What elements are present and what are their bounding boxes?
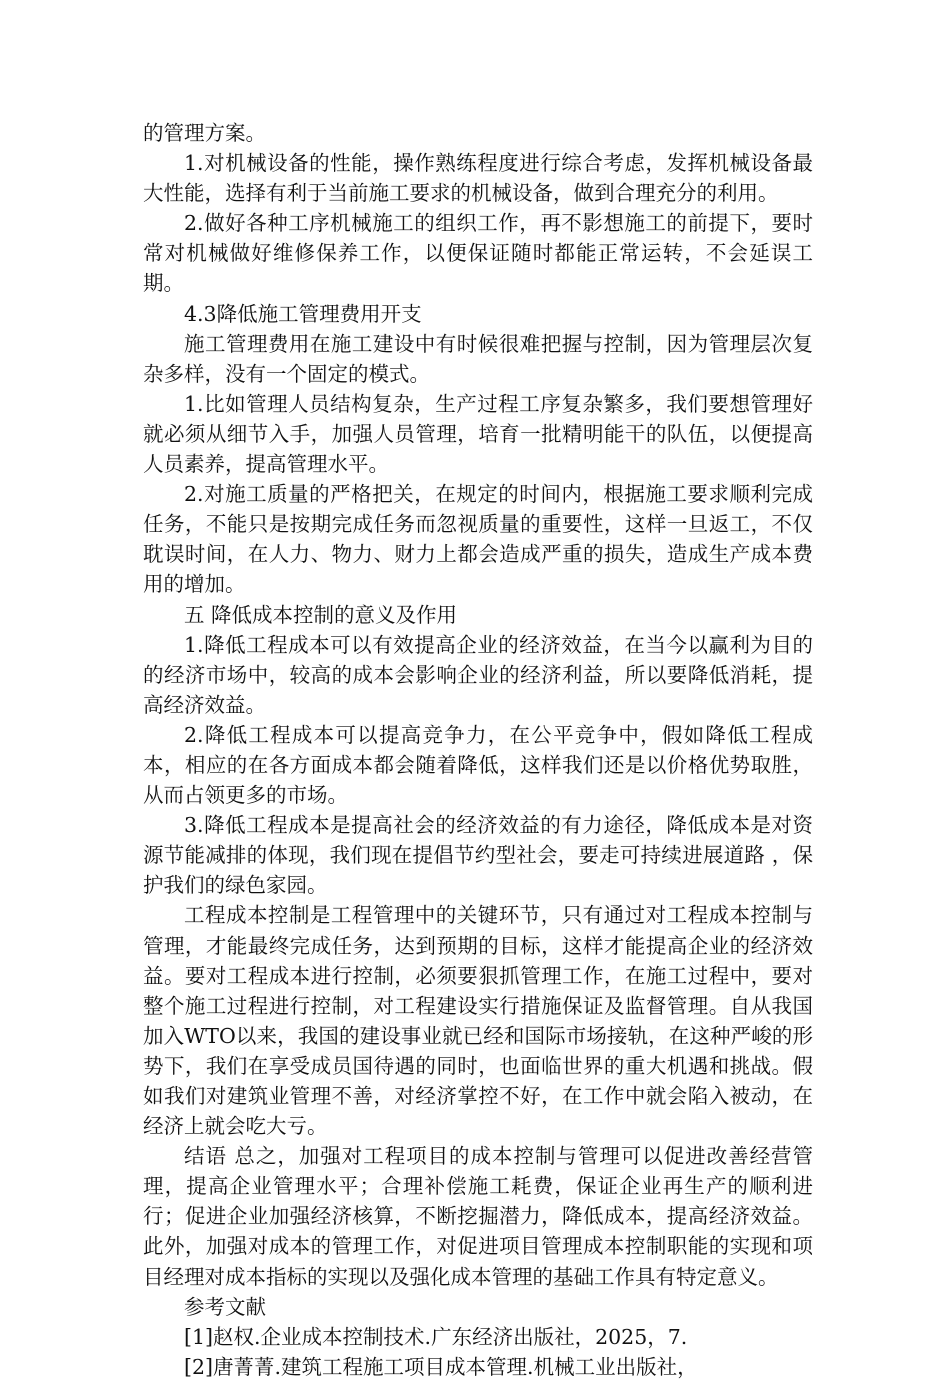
document-page bbox=[143, 118, 813, 1382]
paragraph-benefit-2: 2.降低工程成本可以提高竞争力，在公平竞争中，假如降低工程成本，相应的在各方面成本都会随着降低，这样我们还是以价格优势取胜，从而占领更多的市场。 bbox=[143, 722, 813, 808]
paragraph-continuation: 的管理方案。 bbox=[143, 121, 266, 145]
paragraph-benefit-1: 1.降低工程成本可以有效提高企业的经济效益，在当今以赢利为目的的经济市场中，较高的成本会影响企业的经济利益，所以要降低消耗，提高经济效益。 bbox=[143, 632, 813, 717]
section-heading-4-3: 4.3降低施工管理费用开支 bbox=[184, 301, 422, 326]
paragraph-machine-maintenance: 2.做好各种工序机械施工的组织工作，再不影想施工的前提下，要时常对机械做好维修保养工作，以便保证随时都能正常运转，不会延误工期。 bbox=[143, 211, 813, 296]
reference-item: [2]唐菁菁.建筑工程施工项目成本管理.机械工业出版社， bbox=[184, 1354, 698, 1379]
paragraph-conclusion: 结语 总之，加强对工程项目的成本控制与管理可以促进改善经营管理，提高企业管理水平；合理补偿施工耗费，保证企业再生产的顺利进行；促进企业加强经济核算，不断挖掘潜力，降低成本，提高经济效益。此外，加强对成本的管理工作，对促进项目管理成本控制职能的实现和项目经理对成本指标的实现以及强化成本管理的基础工作具有特定意义。 bbox=[143, 1144, 813, 1289]
paragraph-cost-control: 工程成本控制是工程管理中的关键环节，只有通过对工程成本控制与管理，才能最终完成任务，达到预期的目标，这样才能提高企业的经济效益。要对工程成本进行控制，必须要狠抓管理工作，在施工过程中，要对整个施工过程进行控制，对工程建设实行措施保证及监督管理。自从我国加入WTO以来，我国的建设事业就已经和国际市场接轨，在这种严峻的形势下，我们在享受成员国待遇的同时，也面临世界的重大机遇和挑战。假如我们对建筑业管理不善，对经济掌控不好，在工作中就会陷入被动，在经济上就会吃大亏。 bbox=[143, 903, 813, 1139]
paragraph-benefit-3: 3.降低工程成本是提高社会的经济效益的有力途径，降低成本是对资源节能减排的体现，我们现在提倡节约型社会，要走可持续进展道路 ，保护我们的绿色家园。 bbox=[143, 813, 813, 898]
reference-item: [1]赵权.企业成本控制技术.广东经济出版社，2025，7. bbox=[184, 1324, 688, 1349]
paragraph-personnel: 1.比如管理人员结构复杂，生产过程工序复杂繁多，我们要想管理好就必须从细节入手，加强人员管理，培育一批精明能干的队伍，以便提高人员素养，提高管理水平。 bbox=[143, 391, 813, 477]
references-heading: 参考文献 bbox=[184, 1294, 266, 1319]
section-heading-5: 五 降低成本控制的意义及作用 bbox=[184, 602, 458, 627]
paragraph-machine-performance: 1.对机械设备的性能，操作熟练程度进行综合考虑，发挥机械设备最大性能，选择有利于当前施工要求的机械设备，做到合理充分的利用。 bbox=[143, 151, 813, 206]
paragraph-quality: 2.对施工质量的严格把关，在规定的时间内，根据施工要求顺利完成任务，不能只是按期完成任务而忽视质量的重要性，这样一旦返工，不仅耽误时间，在人力、物力、财力上都会造成严重的损失，造成生产成本费用的增加。 bbox=[143, 482, 813, 597]
paragraph-management-cost: 施工管理费用在施工建设中有时候很难把握与控制，因为管理层次复杂多样，没有一个固定的模式。 bbox=[143, 331, 813, 386]
